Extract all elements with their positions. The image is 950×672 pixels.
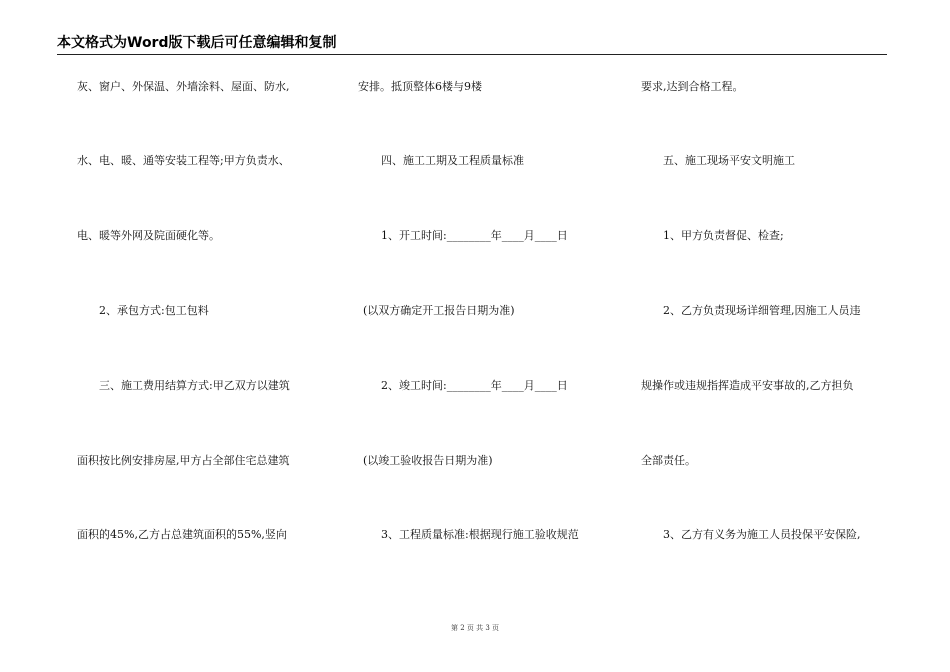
page-footer [0,623,950,633]
col2-line-4: (以双方确定开工报告日期为准) [363,304,515,317]
col1-line-5: 三、施工费用结算方式:甲乙双方以建筑 [99,379,290,392]
col2-line-3: 1、开工时间:________年____月____日 [381,229,568,242]
col1-line-1: 灰、窗户、外保温、外墙涂料、屋面、防水, [77,80,290,93]
col1-line-4: 2、承包方式:包工包料 [99,304,209,317]
header-title: 本文格式为Word版下载后可任意编辑和复制 [57,35,337,51]
col2-line-7: 3、工程质量标准:根据现行施工验收规范 [381,528,579,541]
col3-line-7: 3、乙方有义务为施工人员投保平安保险, [663,528,861,541]
col3-line-4: 2、乙方负责现场详细管理,因施工人员违 [663,304,861,317]
col1-line-2: 水、电、暖、通等安装工程等;甲方负责水、 [77,154,290,167]
col2-line-2: 四、施工工期及工程质量标准 [381,154,524,167]
page-number: 第 2 页 共 3 页 [450,624,500,632]
col2-line-1: 安排。抵顶整体6楼与9楼 [358,80,482,93]
col2-line-6: (以竣工验收报告日期为准) [363,454,493,467]
col1-line-7: 面积的45%,乙方占总建筑面积的55%,竖向 [77,528,287,541]
col1-line-6: 面积按比例安排房屋,甲方占全部住宅总建筑 [77,454,290,467]
col1-line-3: 电、暖等外网及院面硬化等。 [77,229,220,242]
col3-line-6: 全部责任。 [641,454,696,467]
col3-line-1: 要求,达到合格工程。 [641,80,744,93]
col2-line-5: 2、竣工时间:________年____月____日 [381,379,568,392]
col3-line-5: 规操作或违规指挥造成平安事故的,乙方担负 [641,379,854,392]
col3-line-2: 五、施工现场平安文明施工 [663,154,795,167]
document-header [57,34,887,55]
col3-line-3: 1、甲方负责督促、检查; [663,229,784,242]
